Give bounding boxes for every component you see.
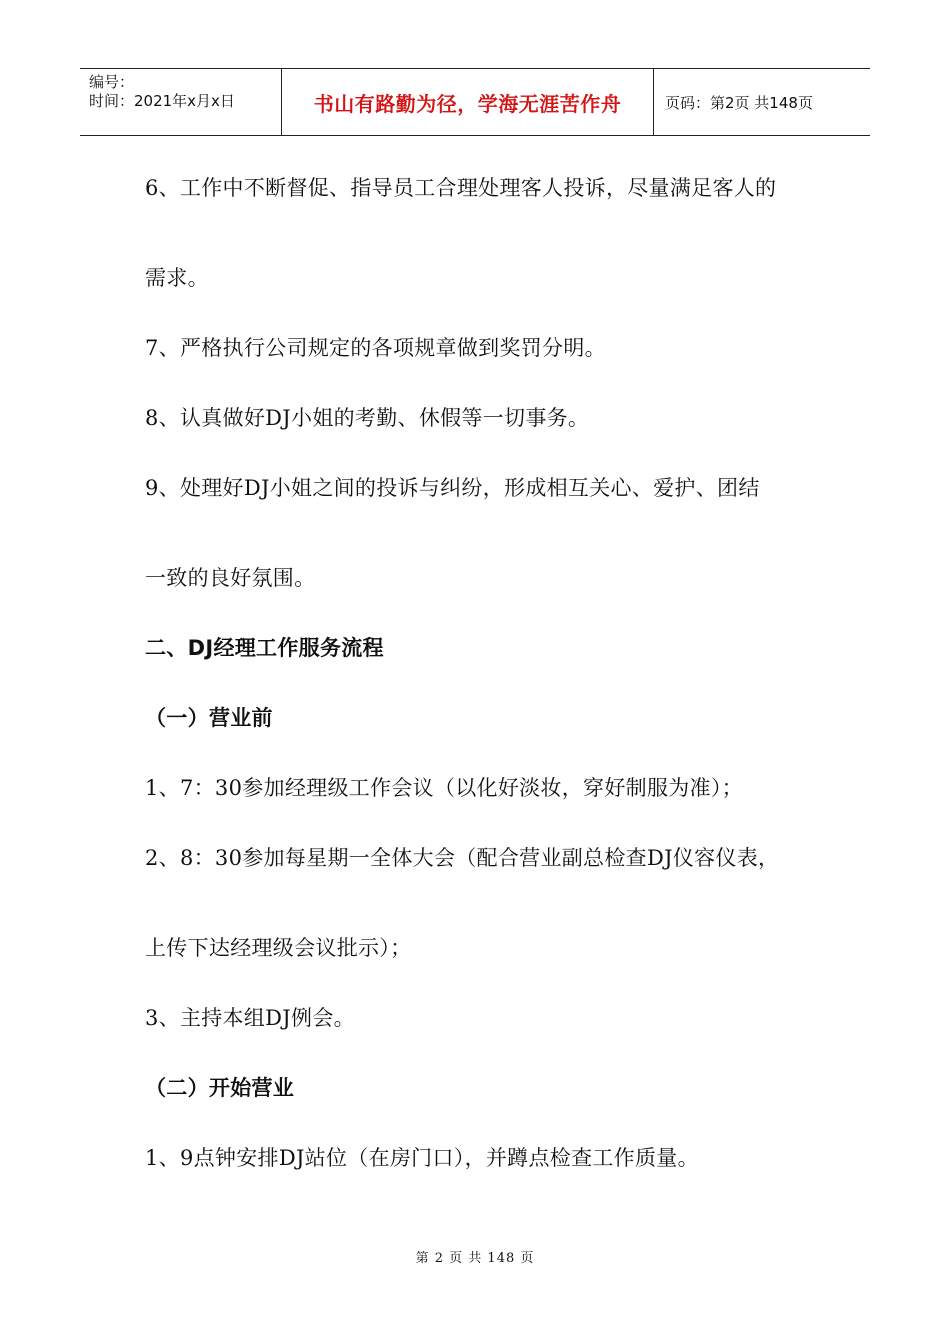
subsection-heading: （二）开始营业 — [145, 1076, 295, 1100]
paragraph-line: 9、处理好DJ小姐之间的投诉与纠纷，形成相互关心、爱护、团结 — [145, 476, 760, 500]
header-page-info: 页码：第2页 共148页 — [665, 93, 813, 112]
subsection-heading: （一）营业前 — [145, 706, 273, 730]
section-heading: 二、DJ经理工作服务流程 — [145, 636, 384, 660]
paragraph-line: 3、主持本组DJ例会。 — [145, 1006, 355, 1030]
paragraph-line: 6、工作中不断督促、指导员工合理处理客人投诉，尽量满足客人的 — [145, 176, 777, 200]
paragraph-line: 需求。 — [145, 266, 209, 290]
header-meta — [80, 69, 282, 135]
serial-label: 编号： — [89, 73, 135, 91]
paragraph-line: 8、认真做好DJ小姐的考勤、休假等一切事务。 — [145, 406, 590, 430]
paragraph-line: 1、7：30参加经理级工作会议（以化好淡妆，穿好制服为准）； — [145, 776, 743, 800]
date-label: 时间：2021年x月x日 — [89, 92, 235, 110]
paragraph-line: 1、9点钟安排DJ站位（在房门口），并蹲点检查工作质量。 — [145, 1146, 699, 1170]
paragraph-line: 7、严格执行公司规定的各项规章做到奖罚分明。 — [145, 336, 606, 360]
page-header — [80, 68, 870, 136]
paragraph-line: 2、8：30参加每星期一全体大会（配合营业副总检查DJ仪容仪表， — [145, 846, 780, 870]
paragraph-line: 一致的良好氛围。 — [145, 566, 316, 590]
header-motto: 书山有路勤为径，学海无涯苦作舟 — [282, 69, 654, 135]
page-footer: 第 2 页 共 148 页 — [415, 1251, 535, 1266]
paragraph-line: 上传下达经理级会议批示）； — [145, 936, 412, 960]
